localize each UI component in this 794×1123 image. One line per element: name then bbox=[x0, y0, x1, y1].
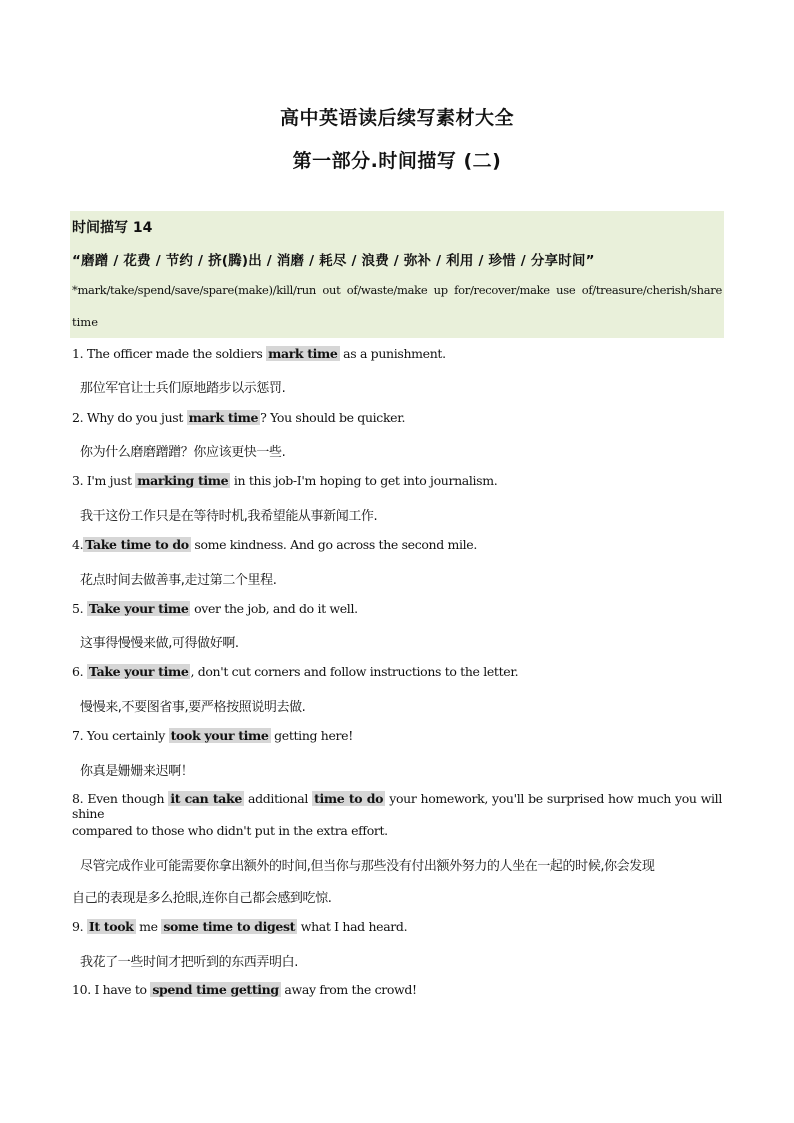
translation: 我花了一些时间才把听到的东西弄明白. bbox=[80, 955, 298, 970]
example-sentence: 6. Take your time , don't cut corners and follow instructions to the letter. bbox=[72, 664, 519, 679]
example-sentence: 2. Why do you just mark time ? You should be quicker. bbox=[72, 410, 406, 425]
key-phrase: mark time bbox=[188, 410, 259, 425]
topic-phrases: “磨蹭 / 花费 / 节约 / 挤(腾)出 / 消磨 / 耗尽 / 浪费 / 弥补 / 利用 / 珍惜 / 分享时间” bbox=[72, 253, 595, 269]
key-phrase: some time to digest bbox=[163, 919, 296, 934]
translation: 这事得慢慢来做,可得做好啊. bbox=[80, 636, 239, 651]
page-subtitle: 第一部分.时间描写 (二) bbox=[292, 150, 502, 172]
page-title: 高中英语读后续写素材大全 bbox=[279, 107, 514, 129]
key-phrase: mark time bbox=[268, 346, 338, 361]
key-phrase: took your time bbox=[170, 728, 269, 743]
example-sentence: 8. Even though it can take additional time to do your homework, you'll be surprised how much you will shine bbox=[72, 791, 722, 821]
translation: 那位军官让士兵们原地踏步以示惩罚. bbox=[80, 381, 286, 396]
translation: 我干这份工作只是在等待时机,我希望能从事新闻工作. bbox=[80, 509, 378, 524]
key-phrase: It took bbox=[88, 919, 134, 934]
topic-box bbox=[70, 211, 724, 338]
translation-cont: 自己的表现是多么抢眼,连你自己都会感到吃惊. bbox=[72, 891, 332, 906]
topic-heading: 时间描写 14 bbox=[72, 220, 153, 236]
key-phrase: marking time bbox=[137, 473, 229, 488]
key-phrase: Take time to do bbox=[85, 537, 189, 552]
example-sentence: 3. I'm just marking time in this job-I'm hoping to get into journalism. bbox=[72, 473, 498, 488]
example-sentence: 4. Take time to do some kindness. And go across the second mile. bbox=[72, 537, 477, 552]
translation: 你为什么磨磨蹭蹭？你应该更快一些. bbox=[80, 445, 286, 460]
key-phrase: Take your time bbox=[88, 664, 189, 679]
key-phrase: time to do bbox=[314, 791, 384, 806]
example-sentence: 9. It took me some time to digest what I had heard. bbox=[72, 919, 408, 934]
topic-english-list-cont: time bbox=[72, 315, 99, 329]
key-phrase: spend time getting bbox=[152, 982, 279, 997]
topic-english-list: *mark/take/spend/save/spare(make)/kill/run out of/waste/make up for/recover/make use of/treasure/cherish/share bbox=[72, 283, 722, 297]
example-sentence: 10. I have to spend time getting away from the crowd! bbox=[72, 982, 417, 997]
key-phrase: it can take bbox=[170, 791, 242, 806]
translation: 花点时间去做善事,走过第二个里程. bbox=[80, 573, 277, 588]
translation: 尽管完成作业可能需要你拿出额外的时间,但当你与那些没有付出额外努力的人坐在一起的时候,你会发现 bbox=[80, 859, 655, 874]
example-sentence: 1. The officer made the soldiers mark time as a punishment. bbox=[72, 346, 446, 361]
example-sentence: 5. Take your time over the job, and do it well. bbox=[72, 601, 358, 616]
example-sentence-cont: compared to those who didn't put in the extra effort. bbox=[72, 823, 388, 838]
translation: 慢慢来,不要图省事,要严格按照说明去做. bbox=[80, 700, 306, 715]
translation: 你真是姗姗来迟啊！ bbox=[80, 764, 194, 779]
key-phrase: Take your time bbox=[88, 601, 189, 616]
example-sentence: 7. You certainly took your time getting here! bbox=[72, 728, 353, 743]
